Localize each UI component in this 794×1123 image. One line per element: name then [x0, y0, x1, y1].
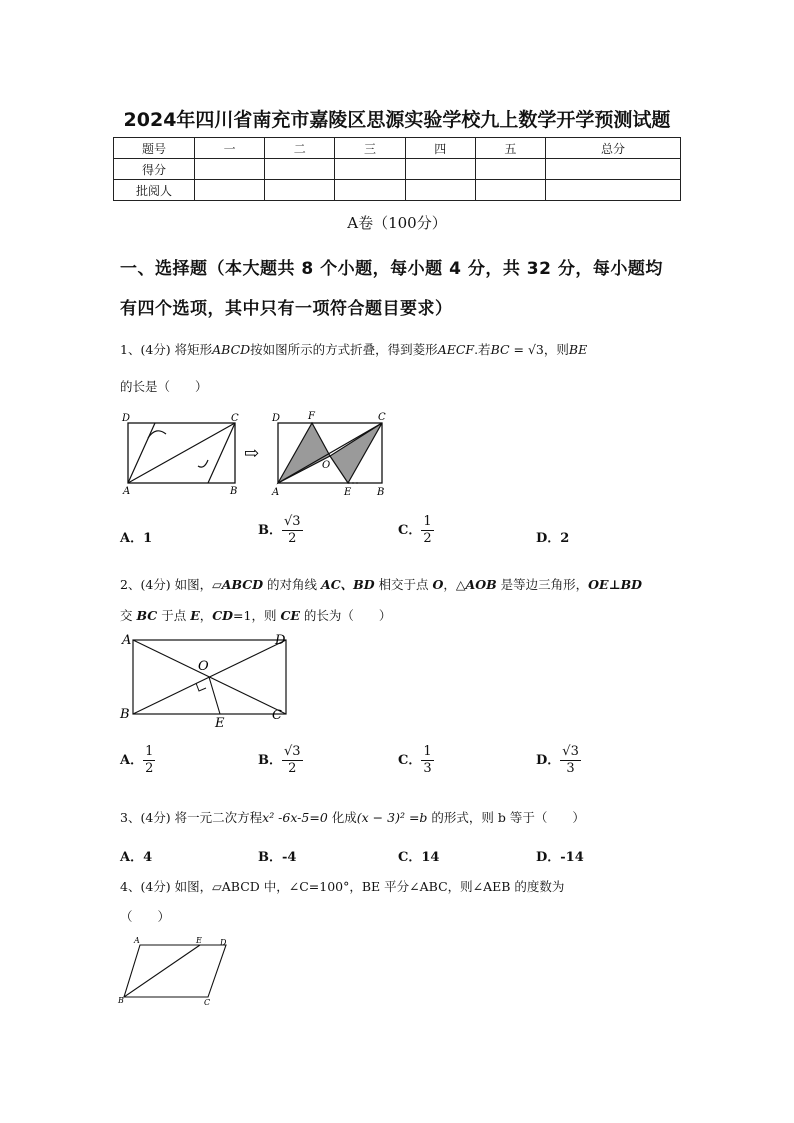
table-cell	[335, 180, 405, 201]
fraction	[560, 744, 581, 777]
table-cell	[546, 180, 681, 201]
q3-text: x² -6x-5=0	[262, 810, 328, 825]
q2-text: AC、BD	[321, 577, 375, 592]
fraction	[282, 744, 303, 777]
arrow-icon: ⇨	[244, 443, 260, 464]
q3-option-d	[536, 846, 584, 865]
fig-label: D	[275, 633, 286, 648]
fig-label: C	[272, 708, 282, 723]
fraction	[421, 514, 433, 547]
q1-text: AECF	[437, 342, 475, 357]
option-label: C．	[398, 523, 422, 538]
q2-stem	[120, 575, 642, 593]
numerator: √3	[284, 744, 301, 759]
option-label: A．	[120, 531, 144, 546]
table-cell	[195, 180, 265, 201]
q2-option-c	[398, 744, 434, 777]
denominator: 3	[423, 761, 432, 776]
q1-text: 1、(4分) 将矩形	[120, 342, 213, 357]
table-row	[114, 180, 681, 201]
option-label: B．	[258, 850, 282, 865]
q1-option-d	[536, 527, 569, 546]
table-cell	[405, 180, 475, 201]
denominator: 2	[288, 531, 297, 546]
option-value: 14	[421, 850, 440, 865]
denominator: 2	[145, 761, 154, 776]
numerator: 1	[423, 744, 432, 759]
q1-text: BE	[568, 342, 588, 357]
q3-option-b	[258, 846, 296, 865]
option-label: A．	[120, 850, 144, 865]
denominator: 2	[423, 531, 432, 546]
option-label: D．	[536, 850, 561, 865]
q3-text: (x − 3)² =b	[356, 810, 428, 825]
table-cell	[475, 180, 545, 201]
q2-text: ，	[199, 608, 213, 623]
table-cell	[335, 159, 405, 180]
table-cell	[195, 159, 265, 180]
q2-text: 的对角线	[263, 577, 321, 592]
q1-figure	[118, 408, 398, 500]
fig-label: A	[123, 486, 131, 497]
fig-label: B	[118, 996, 124, 1005]
q1-option-b	[258, 514, 303, 547]
q3-option-c	[398, 846, 439, 865]
fig-label: C	[378, 412, 386, 423]
table-cell	[265, 159, 335, 180]
denominator: 2	[288, 761, 297, 776]
table-row	[114, 159, 681, 180]
table-cell: 批阅人	[114, 180, 195, 201]
table-cell: 二	[265, 138, 335, 159]
option-label: B．	[258, 523, 282, 538]
fig-label: D	[272, 413, 281, 424]
page-title: 2024年四川省南充市嘉陵区思源实验学校九上数学开学预测试题	[123, 109, 671, 131]
q2-text: 交	[120, 608, 137, 623]
q2-option-a	[120, 744, 155, 777]
score-table	[113, 137, 681, 201]
option-label: D．	[536, 753, 561, 768]
q2-text: O	[432, 577, 444, 592]
table-cell: 题号	[114, 138, 195, 159]
option-value: 1	[143, 531, 153, 546]
fig-label: C	[231, 413, 239, 424]
numerator: 1	[423, 514, 432, 529]
option-value: -14	[560, 850, 584, 865]
q4-stem-line2: （ ）	[120, 909, 171, 924]
table-cell	[265, 180, 335, 201]
q4-stem: 4、(4分) 如图，▱ABCD 中，∠C=100°，BE 平分∠ABC，则∠AEB 的度数为	[120, 879, 565, 894]
q1-stem-line2: 的长是（ ）	[120, 379, 208, 394]
q2-text: E	[190, 608, 200, 623]
table-cell: 五	[475, 138, 545, 159]
q1-option-a	[120, 527, 152, 546]
fraction	[282, 514, 303, 547]
q1-option-c	[398, 514, 434, 547]
fig-label: B	[377, 487, 385, 498]
fig-label: D	[220, 938, 227, 947]
q2-option-b	[258, 744, 303, 777]
fraction	[143, 744, 155, 777]
q1-text: ABCD	[212, 342, 251, 357]
q2-text: CD	[212, 608, 234, 623]
q1-text: .若	[474, 342, 491, 357]
q2-text: =1，则	[233, 608, 281, 623]
q2-text: 的长为（ ）	[299, 608, 392, 623]
q2-text: ABCD	[221, 577, 264, 592]
numerator: √3	[562, 744, 579, 759]
q4-figure	[116, 935, 231, 1007]
table-cell: 四	[405, 138, 475, 159]
q2-text: CE	[280, 608, 300, 623]
q2-text: 相交于点	[374, 577, 433, 592]
fig-label: F	[308, 411, 315, 422]
section-heading-line1: 一、选择题（本大题共 8 个小题，每小题 4 分，共 32 分，每小题均	[120, 259, 663, 279]
fig-label: O	[198, 659, 209, 674]
table-cell	[546, 159, 681, 180]
numerator: 1	[145, 744, 154, 759]
option-value: 2	[560, 531, 570, 546]
section-a-title: A卷（100分）	[347, 214, 447, 232]
fig-label: E	[215, 716, 225, 730]
q3-option-a	[120, 846, 152, 865]
option-label: B．	[258, 753, 282, 768]
q3-text: 的形式，则 b 等于（ ）	[427, 810, 585, 825]
option-value: 4	[143, 850, 153, 865]
fig-label: A	[122, 633, 132, 648]
q2-text: ，△	[443, 577, 466, 592]
table-cell	[475, 159, 545, 180]
numerator: √3	[284, 514, 301, 529]
fraction	[421, 744, 433, 777]
q2-text: 是等边三角形，	[496, 577, 589, 592]
fig-label: A	[272, 487, 280, 498]
option-label: C．	[398, 850, 422, 865]
q2-text: BC	[136, 608, 158, 623]
q3-text: 3、(4分) 将一元二次方程	[120, 810, 263, 825]
q2-text: 于点	[157, 608, 191, 623]
option-label: A．	[120, 753, 144, 768]
table-cell: 三	[335, 138, 405, 159]
q2-stem-line2	[120, 606, 391, 624]
q1-text: ，则	[543, 342, 569, 357]
fig-label: B	[120, 707, 130, 722]
fig-label: A	[134, 936, 140, 945]
q1-text: BC	[490, 342, 510, 357]
table-cell	[405, 159, 475, 180]
option-label: C．	[398, 753, 422, 768]
fig-label: O	[322, 460, 331, 471]
table-cell: 一	[195, 138, 265, 159]
table-cell: 得分	[114, 159, 195, 180]
fig-label: E	[344, 487, 352, 498]
q2-text: 2、(4分) 如图，▱	[120, 577, 222, 592]
table-cell: 总分	[546, 138, 681, 159]
score-table-header	[114, 138, 681, 159]
q1-text: 按如图所示的方式折叠，得到菱形	[250, 342, 438, 357]
q3-text: 化成	[327, 810, 357, 825]
denominator: 3	[566, 761, 575, 776]
q2-text: AOB	[465, 577, 497, 592]
q2-figure	[116, 630, 296, 730]
fig-label: C	[204, 998, 211, 1007]
section-heading-line2: 有四个选项，其中只有一项符合题目要求）	[120, 299, 453, 319]
fig-label: D	[122, 413, 131, 424]
q2-option-d	[536, 744, 581, 777]
q2-text: OE⊥BD	[588, 577, 642, 592]
q3-stem	[120, 808, 585, 826]
option-value: -4	[282, 850, 297, 865]
q1-text: = √3	[509, 342, 544, 357]
q1-stem	[120, 340, 587, 358]
option-label: D．	[536, 531, 561, 546]
fig-label: E	[196, 936, 202, 945]
fig-label: B	[230, 486, 238, 497]
